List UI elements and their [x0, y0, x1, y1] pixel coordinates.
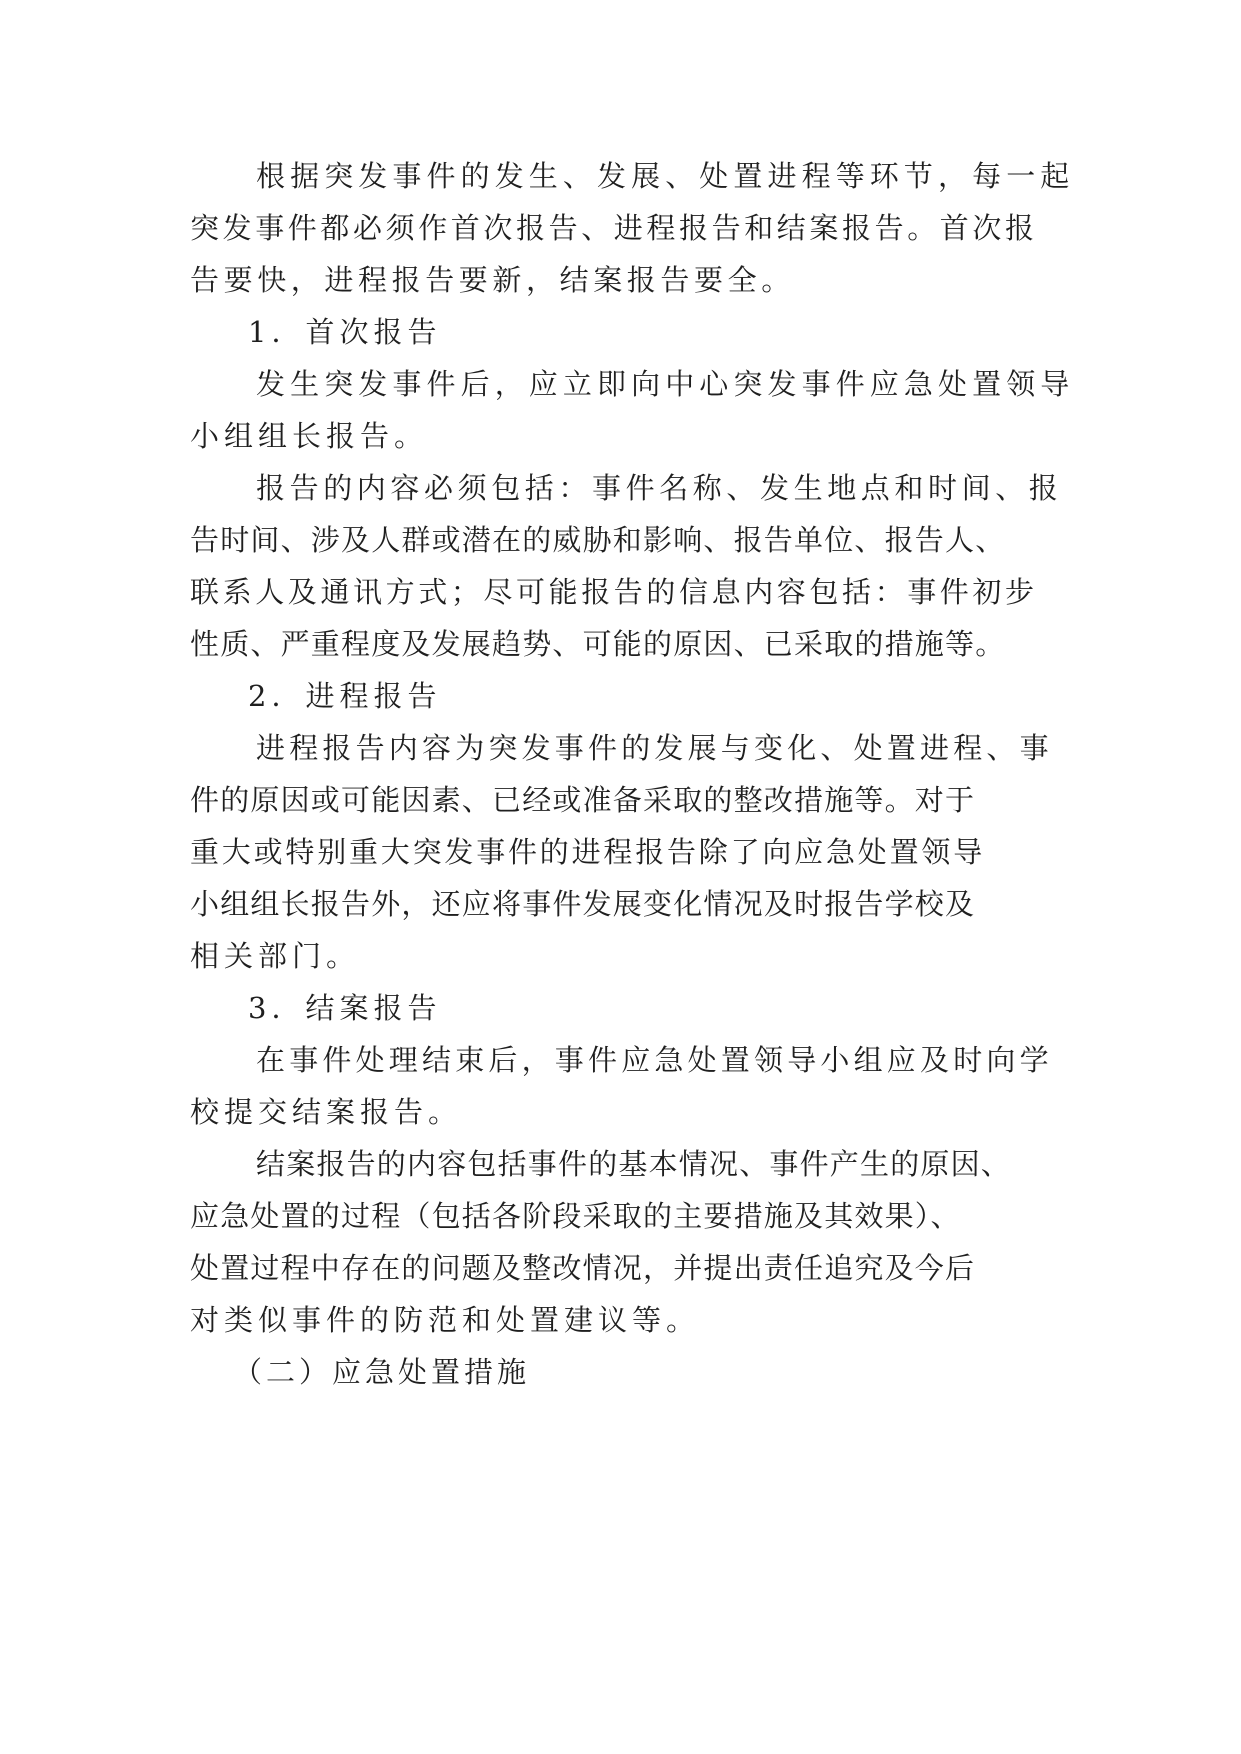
paragraph-line	[190, 210, 1060, 246]
paragraph-line	[190, 886, 1060, 922]
line-text: 结案报告的内容包括事件的基本情况、事件产生的原因、	[256, 1147, 1012, 1181]
paragraph-line	[256, 1042, 1060, 1078]
line-text: 小组组长报告外，还应将事件发展变化情况及时报告学校及	[190, 887, 976, 921]
line-text: 件的原因或可能因素、已经或准备采取的整改措施等。对于	[190, 783, 976, 817]
line-text: 对类似事件的防范和处置建议等。	[190, 1303, 701, 1337]
line-text: 应急处置的过程（包括各阶段采取的主要措施及其效果）、	[190, 1199, 961, 1233]
heading-text: 3．结案报告	[248, 991, 442, 1025]
paragraph-line	[190, 626, 1060, 662]
section-heading-first-report	[248, 314, 1118, 350]
paragraph-line	[190, 1094, 1060, 1130]
paragraph-line	[256, 1146, 1060, 1182]
paragraph-line	[256, 158, 1075, 194]
paragraph-line	[190, 938, 1060, 974]
line-text: 小组组长报告。	[190, 419, 429, 453]
line-text: 性质、严重程度及发展趋势、可能的原因、已采取的措施等。	[190, 627, 1006, 661]
heading-text: （二）应急处置措施	[233, 1355, 531, 1389]
line-text: 重大或特别重大突发事件的进程报告除了向应急处置领导	[190, 835, 986, 869]
paragraph-line	[190, 522, 1060, 558]
line-text: 告时间、涉及人群或潜在的威胁和影响、报告单位、报告人、	[190, 523, 1006, 557]
section-heading-closing-report	[248, 990, 1118, 1026]
paragraph-line	[190, 1198, 1060, 1234]
line-text: 发生突发事件后，应立即向中心突发事件应急处置领导	[256, 367, 1075, 401]
line-text: 校提交结案报告。	[190, 1095, 463, 1129]
line-text: 报告的内容必须包括：事件名称、发生地点和时间、报	[256, 471, 1063, 505]
line-text: 根据突发事件的发生、发展、处置进程等环节，每一起	[256, 159, 1075, 193]
paragraph-line	[256, 730, 1060, 766]
paragraph-line	[256, 470, 1063, 506]
paragraph-line	[190, 262, 1060, 298]
section-heading-progress-report	[248, 678, 1118, 714]
paragraph-line	[190, 782, 1060, 818]
line-text: 相关部门。	[190, 939, 361, 973]
line-text: 联系人及通讯方式；尽可能报告的信息内容包括：事件初步	[190, 575, 1038, 609]
section-heading-emergency-measures	[233, 1354, 1103, 1390]
paragraph-line	[190, 418, 1060, 454]
line-text: 在事件处理结束后，事件应急处置领导小组应及时向学	[256, 1043, 1053, 1077]
line-text: 告要快，进程报告要新，结案报告要全。	[190, 263, 795, 297]
line-text: 处置过程中存在的问题及整改情况，并提出责任追究及今后	[190, 1251, 976, 1285]
paragraph-line	[190, 834, 1060, 870]
paragraph-line	[190, 1302, 1060, 1338]
paragraph-line	[190, 1250, 1060, 1286]
paragraph-line	[256, 366, 1075, 402]
line-text: 进程报告内容为突发事件的发展与变化、处置进程、事	[256, 731, 1053, 765]
heading-text: 1．首次报告	[248, 315, 442, 349]
paragraph-line	[190, 574, 1060, 610]
line-text: 突发事件都必须作首次报告、进程报告和结案报告。首次报	[190, 211, 1038, 245]
heading-text: 2．进程报告	[248, 679, 442, 713]
